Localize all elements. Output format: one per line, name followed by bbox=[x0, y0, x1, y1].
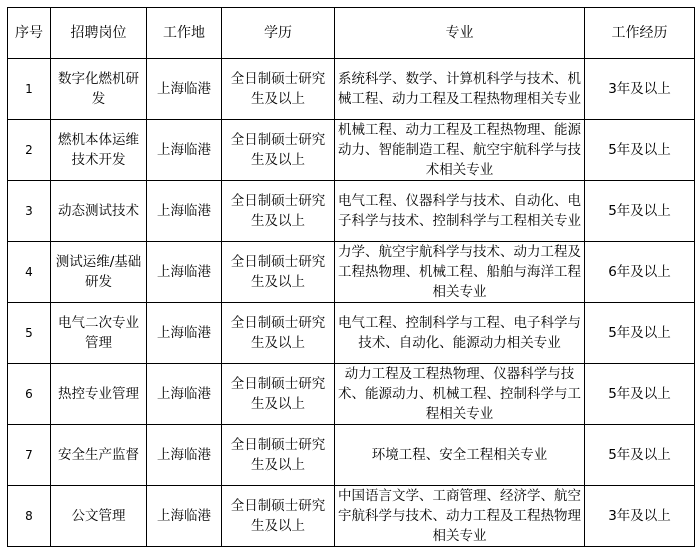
cell-position: 电气二次专业管理 bbox=[51, 303, 147, 364]
cell-position: 公文管理 bbox=[51, 486, 147, 547]
cell-position: 测试运维/基础研发 bbox=[51, 242, 147, 303]
cell-no: 2 bbox=[8, 120, 51, 181]
cell-experience: 5年及以上 bbox=[585, 303, 695, 364]
cell-no: 8 bbox=[8, 486, 51, 547]
cell-location: 上海临港 bbox=[147, 486, 222, 547]
header-location: 工作地 bbox=[147, 8, 222, 59]
cell-experience: 6年及以上 bbox=[585, 242, 695, 303]
table-row bbox=[8, 59, 695, 120]
cell-location: 上海临港 bbox=[147, 425, 222, 486]
cell-location: 上海临港 bbox=[147, 181, 222, 242]
cell-major: 动力工程及工程热物理、仪器科学与技术、能源动力、机械工程、控制科学与工程相关专业 bbox=[335, 364, 585, 425]
cell-location: 上海临港 bbox=[147, 242, 222, 303]
cell-education: 全日制硕士研究生及以上 bbox=[222, 364, 335, 425]
cell-position: 安全生产监督 bbox=[51, 425, 147, 486]
cell-major: 力学、航空宇航科学与技术、动力工程及工程热物理、机械工程、船舶与海洋工程相关专业 bbox=[335, 242, 585, 303]
cell-education: 全日制硕士研究生及以上 bbox=[222, 120, 335, 181]
header-education: 学历 bbox=[222, 8, 335, 59]
cell-no: 3 bbox=[8, 181, 51, 242]
cell-location: 上海临港 bbox=[147, 120, 222, 181]
cell-education: 全日制硕士研究生及以上 bbox=[222, 486, 335, 547]
cell-no: 7 bbox=[8, 425, 51, 486]
cell-education: 全日制硕士研究生及以上 bbox=[222, 425, 335, 486]
cell-location: 上海临港 bbox=[147, 59, 222, 120]
cell-experience: 5年及以上 bbox=[585, 364, 695, 425]
cell-position: 动态测试技术 bbox=[51, 181, 147, 242]
cell-education: 全日制硕士研究生及以上 bbox=[222, 59, 335, 120]
cell-major: 环境工程、安全工程相关专业 bbox=[335, 425, 585, 486]
cell-major: 系统科学、数学、计算机科学与技术、机械工程、动力工程及工程热物理相关专业 bbox=[335, 59, 585, 120]
cell-no: 1 bbox=[8, 59, 51, 120]
cell-experience: 5年及以上 bbox=[585, 181, 695, 242]
cell-no: 6 bbox=[8, 364, 51, 425]
cell-education: 全日制硕士研究生及以上 bbox=[222, 303, 335, 364]
cell-experience: 3年及以上 bbox=[585, 486, 695, 547]
cell-major: 电气工程、控制科学与工程、电子科学与技术、自动化、能源动力相关专业 bbox=[335, 303, 585, 364]
table-row bbox=[8, 364, 695, 425]
cell-position: 热控专业管理 bbox=[51, 364, 147, 425]
cell-position: 燃机本体运维技术开发 bbox=[51, 120, 147, 181]
table-row bbox=[8, 303, 695, 364]
cell-experience: 3年及以上 bbox=[585, 59, 695, 120]
table-row bbox=[8, 120, 695, 181]
header-experience: 工作经历 bbox=[585, 8, 695, 59]
cell-no: 4 bbox=[8, 242, 51, 303]
table-row bbox=[8, 486, 695, 547]
table-row bbox=[8, 181, 695, 242]
cell-major: 中国语言文学、工商管理、经济学、航空宇航科学与技术、动力工程及工程热物理相关专业 bbox=[335, 486, 585, 547]
cell-education: 全日制硕士研究生及以上 bbox=[222, 242, 335, 303]
table-row bbox=[8, 242, 695, 303]
cell-location: 上海临港 bbox=[147, 303, 222, 364]
recruitment-table-container bbox=[7, 7, 694, 547]
table-row bbox=[8, 425, 695, 486]
cell-major: 电气工程、仪器科学与技术、自动化、电子科学与技术、控制科学与工程相关专业 bbox=[335, 181, 585, 242]
cell-major: 机械工程、动力工程及工程热物理、能源动力、智能制造工程、航空宇航科学与技术相关专业 bbox=[335, 120, 585, 181]
header-position: 招聘岗位 bbox=[51, 8, 147, 59]
cell-no: 5 bbox=[8, 303, 51, 364]
recruitment-table bbox=[7, 7, 695, 547]
cell-experience: 5年及以上 bbox=[585, 120, 695, 181]
cell-location: 上海临港 bbox=[147, 364, 222, 425]
cell-education: 全日制硕士研究生及以上 bbox=[222, 181, 335, 242]
header-row bbox=[8, 8, 695, 59]
header-major: 专业 bbox=[335, 8, 585, 59]
header-no: 序号 bbox=[8, 8, 51, 59]
cell-experience: 5年及以上 bbox=[585, 425, 695, 486]
cell-position: 数字化燃机研发 bbox=[51, 59, 147, 120]
